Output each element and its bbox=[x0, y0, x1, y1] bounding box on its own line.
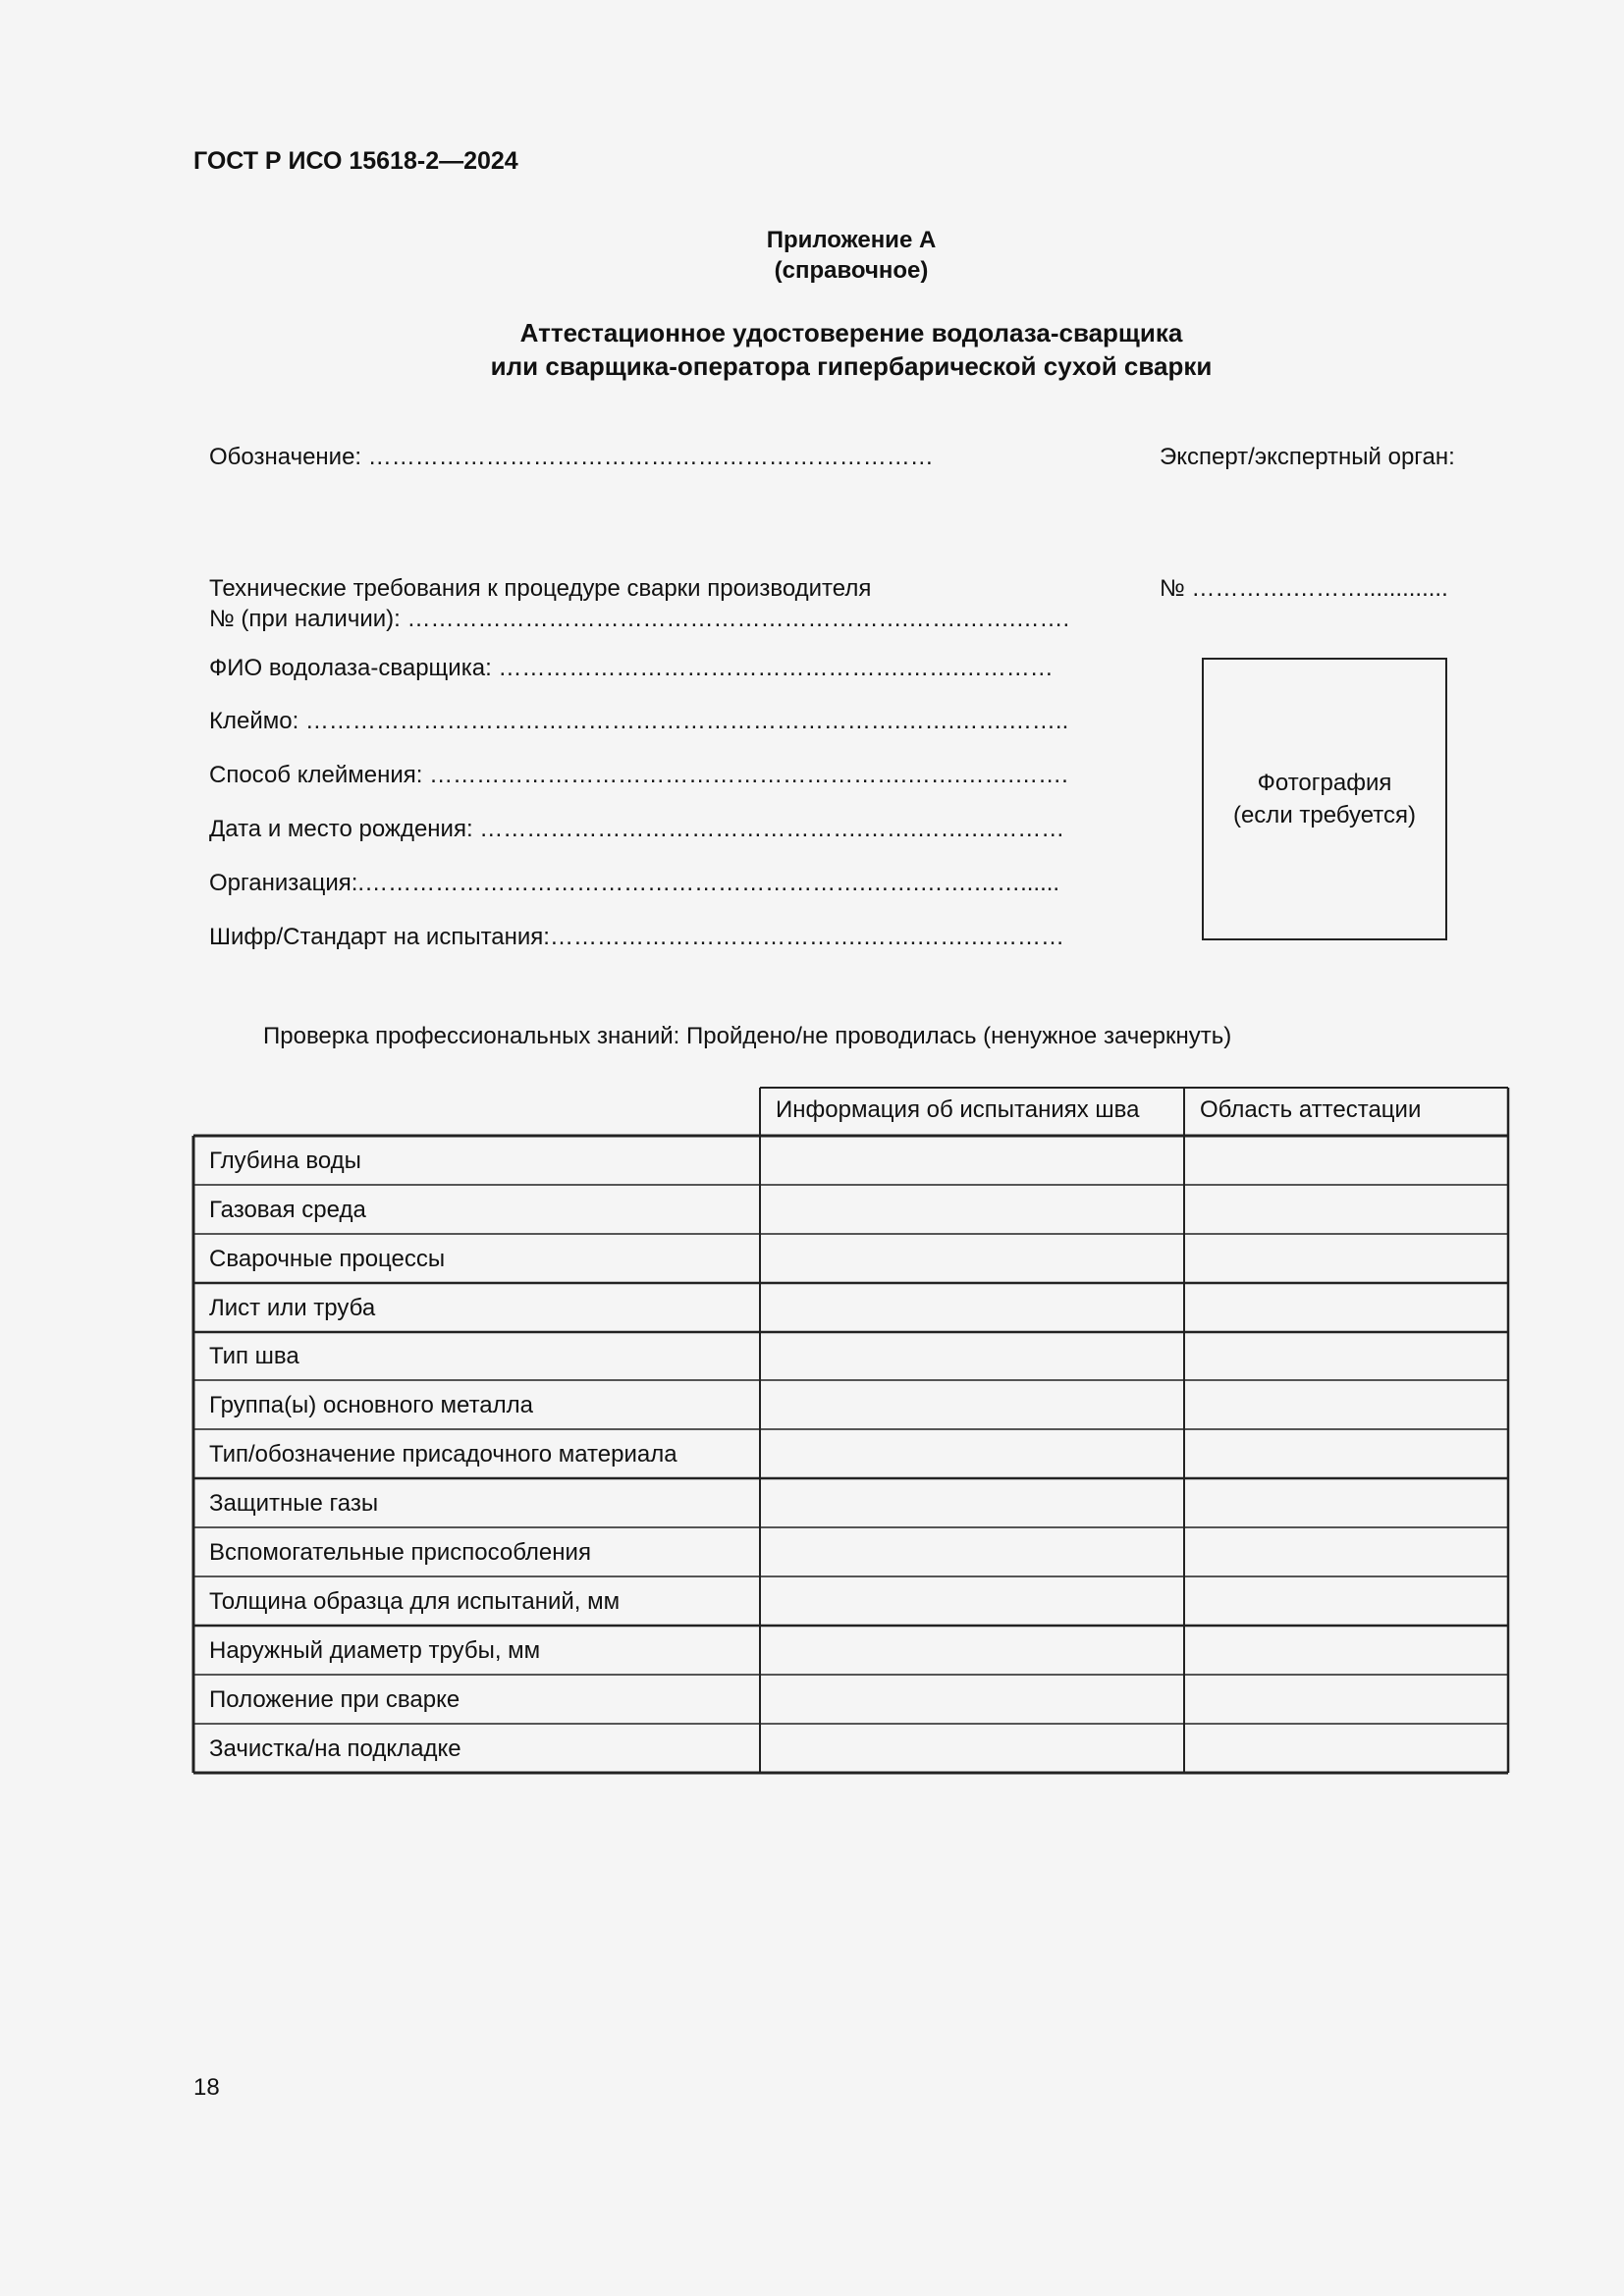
photo-note: (если требуется) bbox=[1232, 802, 1417, 828]
organization-field[interactable]: Организация:.……………………………………………………….…….…….……...... bbox=[209, 870, 1060, 896]
table-row-label: Защитные газы bbox=[209, 1490, 379, 1517]
table-row-label: Тип/обозначение присадочного материала bbox=[209, 1441, 677, 1468]
table-row-label: Лист или труба bbox=[209, 1295, 376, 1321]
knowledge-check-text: Проверка профессиональных знаний: Пройдено/не проводилась (ненужное зачеркнуть) bbox=[263, 1023, 1232, 1049]
stamp-field[interactable]: Клеймо: ………………………………………………………………….…….…….…….. bbox=[209, 708, 1069, 734]
stamp-method-field[interactable]: Способ клеймения: …………………………………………………….…….…….……. bbox=[209, 762, 1068, 788]
welder-name-field[interactable]: ФИО водолаза-сварщика: …………………………………………….…….………… bbox=[209, 655, 1054, 681]
table-row-label: Зачистка/на подкладке bbox=[209, 1735, 461, 1762]
tech-req-number-field[interactable]: № (при наличии): ……………………………………………………….…….…….……. bbox=[209, 606, 1070, 632]
table-row-label: Толщина образца для испытаний, мм bbox=[209, 1588, 621, 1615]
designation-field[interactable]: Обозначение: ……………………………………………………………… bbox=[209, 444, 934, 470]
tech-req-line1: Технические требования к процедуре сварки производителя bbox=[209, 575, 872, 602]
document-code: ГОСТ Р ИСО 15618-2—2024 bbox=[193, 147, 518, 175]
photo-label: Фотография bbox=[1257, 770, 1392, 796]
table-row-label: Тип шва bbox=[209, 1343, 299, 1369]
expert-label: Эксперт/экспертный орган: bbox=[1160, 444, 1455, 470]
form-title-line1: Аттестационное удостоверение водолаза-сварщика bbox=[519, 318, 1183, 347]
appendix-kind: (справочное) bbox=[774, 257, 929, 284]
number-field[interactable]: № ………….………............. bbox=[1160, 575, 1448, 602]
table-row-label: Группа(ы) основного металла bbox=[209, 1392, 533, 1418]
table-row-label: Газовая среда bbox=[209, 1197, 366, 1223]
column-header-qualification-range: Область аттестации bbox=[1200, 1096, 1422, 1123]
table-row-label: Глубина воды bbox=[209, 1148, 361, 1174]
birth-field[interactable]: Дата и место рождения: ………………………………………….…….…….………… bbox=[209, 816, 1065, 842]
table-row-label: Положение при сварке bbox=[209, 1686, 460, 1713]
page-number: 18 bbox=[193, 2074, 220, 2101]
cipher-field[interactable]: Шифр/Стандарт на испытания:………………………………….…….…….………… bbox=[209, 924, 1064, 950]
table-row-label: Наружный диаметр трубы, мм bbox=[209, 1637, 541, 1664]
form-title-line2: или сварщика-оператора гипербарической сухой сварки bbox=[490, 351, 1213, 381]
appendix-label: Приложение А bbox=[766, 227, 937, 253]
table-row-label: Сварочные процессы bbox=[209, 1246, 446, 1272]
column-header-test-info: Информация об испытаниях шва bbox=[776, 1096, 1140, 1123]
table-row-label: Вспомогательные приспособления bbox=[209, 1539, 591, 1566]
